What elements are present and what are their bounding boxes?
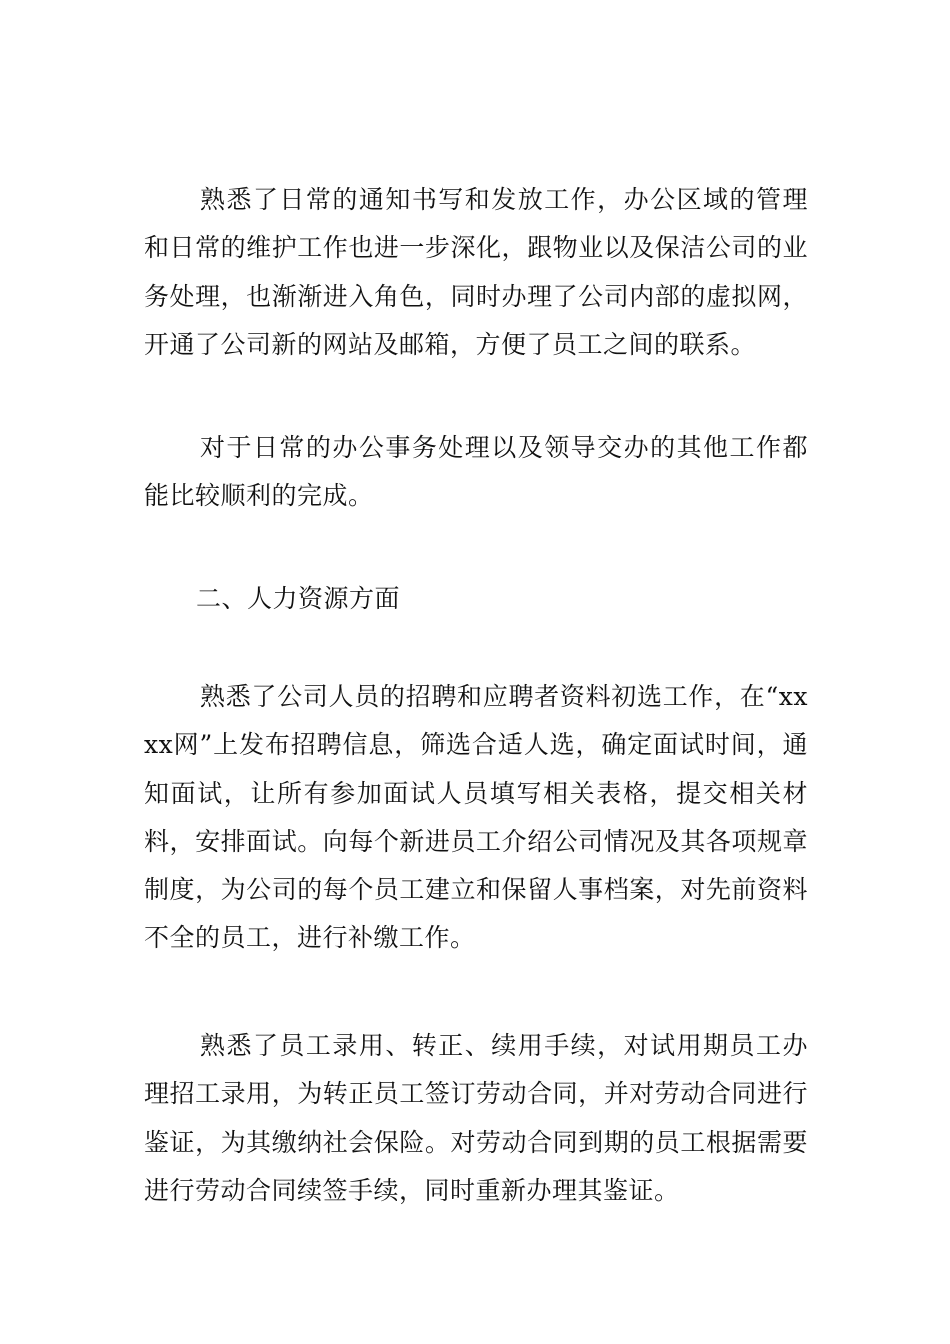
- paragraph-employment-contracts: 熟悉了员工录用、转正、续用手续，对试用期员工办理招工录用，为转正员工签订劳动合同，并对劳动合同进行鉴证，为其缴纳社会保险。对劳动合同到期的员工根据需要进行劳动合同续签手续，同时重新办理其鉴证。: [144, 1031, 808, 1205]
- paragraph-office-admin: 熟悉了日常的通知书写和发放工作，办公区域的管理和日常的维护工作也进一步深化，跟物业以及保洁公司的业务处理，也渐渐进入角色，同时办理了公司内部的虚拟网，开通了公司新的网站及邮箱，方便了员工之间的联系。: [144, 185, 808, 359]
- paragraph-recruitment: 熟悉了公司人员的招聘和应聘者资料初选工作，在“xxxx网”上发布招聘信息，筛选合适人选，确定面试时间，通知面试，让所有参加面试人员填写相关表格，提交相关材料，安排面试。向每个新进员工介绍公司情况及其各项规章制度，为公司的每个员工建立和保留人事档案，对先前资料不全的员工，进行补缴工作。: [144, 682, 808, 953]
- section-heading-human-resources: 二、人力资源方面: [196, 584, 401, 613]
- paragraph-daily-affairs: 对于日常的办公事务处理以及领导交办的其他工作都能比较顺利的完成。: [144, 433, 808, 511]
